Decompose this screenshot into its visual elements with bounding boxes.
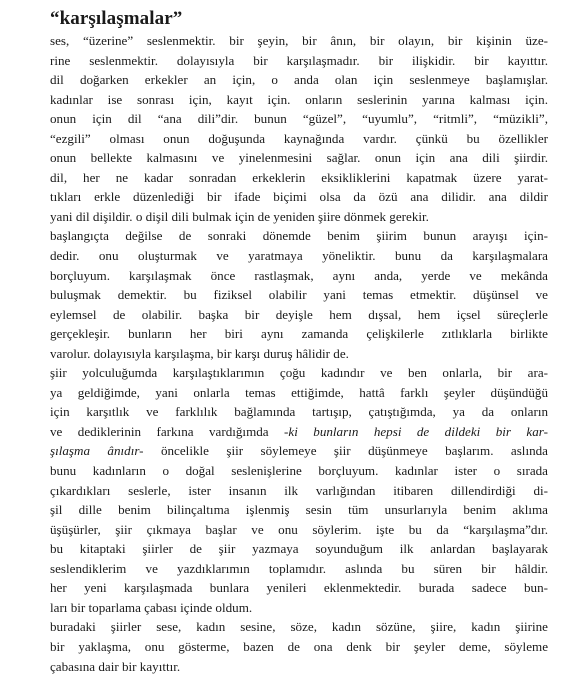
text-span: başlangıçta değilse de sonraki dönemde benim şiirim bunun arayışı için-: [50, 228, 548, 243]
text-span: dedir. onu oluşturmak ve yaratmaya yöneliktir. bunu da karşılaşmalara: [50, 248, 548, 263]
text-span: bunu kadınların o doğal seslenişlerine borçluyum. kadınlar ister o sırada: [50, 463, 548, 478]
text-span: onun için dil “ana dili”dir. bunun “güzel”, “uyumlu”, “ritmli”, “müzikli”,: [50, 111, 548, 126]
text-line: [50, 461, 548, 481]
text-span: tıkları erkle düzenlediği bir ifade biçimi olsa da özü ana dilidir. ana dildir: [50, 189, 548, 204]
text-line: [50, 578, 548, 598]
text-line: [50, 207, 548, 227]
text-span: varolur. dolayısıyla karşılaşma, bir karşı duruş hâlidir de.: [50, 346, 349, 361]
text-line: [50, 226, 548, 246]
text-line: [50, 90, 548, 110]
text-line: [50, 422, 548, 442]
body-text: [50, 31, 548, 676]
text-line: [50, 109, 548, 129]
text-span: yani dil dişildir. o dişil dili bulmak için de yeniden şiire dönmek gerekir.: [50, 209, 429, 224]
text-span: bir yaklaşma, onu gösterme, bazen de ona denk bir şeyler deme, söyleme: [50, 639, 548, 654]
text-line: [50, 383, 548, 403]
text-span: buradaki şiirler sese, kadın sesine, söze, kadın sözüne, şiire, kadın şiirine: [50, 619, 548, 634]
text-line: [50, 402, 548, 422]
text-span: onun bellekte kalmasını ve yinelenmesini sağlar. onun için ana dili şiirdir.: [50, 150, 548, 165]
text-line: [50, 500, 548, 520]
text-line: [50, 441, 548, 461]
text-span: dil doğarken erkekler an için, o anda olan için seslenmeye başlamışlar.: [50, 72, 548, 87]
text-span: her yeni karşılaşmada bunlara yenileri eklenmektedir. burada sadece bun-: [50, 580, 548, 595]
text-line: [50, 481, 548, 501]
text-line: [50, 129, 548, 149]
text-line: [50, 617, 548, 637]
text-line: [50, 148, 548, 168]
text-span: için karşıtlık ve farklılık bağlamında tartışıp, çatıştığımda, ya da onların: [50, 404, 548, 419]
text-span: ses, “üzerine” seslenmektir. bir şeyin, bir ânın, bir olayın, bir kişinin üze-: [50, 33, 548, 48]
text-span: gerçekleşir. bunların her biri aynı zamanda çelişkilerle zıtlıklarla birlikte: [50, 326, 548, 341]
text-line: [50, 657, 548, 676]
text-line: [50, 51, 548, 71]
text-span: şil dille benim bilinçaltıma işlenmiş sesin tüm unsurlarıyla benim aklıma: [50, 502, 548, 517]
text-line: [50, 344, 548, 364]
text-span: şiir yolculuğumda karşılaştıklarımın çoğu kadındır ve ben onlarla, bir ara-: [50, 365, 548, 380]
text-line: [50, 559, 548, 579]
text-span: dil, her ne kadar sonradan erkeklerin eksikliklerini kapatmak üzere yarat-: [50, 170, 548, 185]
text-span: “ezgili” olması onun doğuşunda kaynağında vardır. çünkü bu özellikler: [50, 131, 548, 146]
text-line: [50, 324, 548, 344]
italic-span: -ki bunların hepsi de dildeki bir kar-: [284, 424, 548, 439]
text-span: üşüşürler, şiir çıkmaya başlar ve onu söylerim. işte bu da “karşılaşma”dır.: [50, 522, 548, 537]
text-line: [50, 70, 548, 90]
text-span: ve dediklerinin farkına vardığımda: [50, 424, 284, 439]
document-page: [50, 8, 548, 676]
text-span: borçluyum. karşılaşmak önce rastlaşmak, aynı anda, yerde ve mekânda: [50, 268, 548, 283]
text-line: [50, 285, 548, 305]
text-line: [50, 168, 548, 188]
italic-span: şılaşma ânıdır-: [50, 443, 144, 458]
text-span: seslendiklerim ve yazdıklarımın toplamıdır. aslında bu süren bir hâldir.: [50, 561, 548, 576]
text-line: [50, 598, 548, 618]
text-span: çabasına dair bir kayıttır.: [50, 659, 180, 674]
text-line: [50, 31, 548, 51]
text-line: [50, 637, 548, 657]
text-span: kadınlar ise sonrası için, kayıt için. onların seslerinin yarına kalması için.: [50, 92, 548, 107]
text-span: çıkardıkları seslerle, ister insanın ilk varlığından itibaren dillendirdiği di-: [50, 483, 548, 498]
text-line: [50, 363, 548, 383]
text-line: [50, 246, 548, 266]
text-span: ya geldiğimde, yani onlarla temas ettiğimde, hattâ farklı şeyler düşündüğü: [50, 385, 548, 400]
text-span: ları bir toparlama çabası içinde oldum.: [50, 600, 252, 615]
text-span: eylemsel de olabilir. başka bir deyişle hem dışsal, hem içsel süreçlerle: [50, 307, 548, 322]
text-line: [50, 520, 548, 540]
text-span: rine seslenmektir. dolayısıyla bir karşılaşmadır. bir ilişkidir. bir kayıttır.: [50, 53, 548, 68]
text-line: [50, 539, 548, 559]
text-span: bu kitaptaki şiirler de şiir yazmaya soyunduğum ilk anlardan başlayarak: [50, 541, 548, 556]
text-line: [50, 187, 548, 207]
text-span: öncelikle şiir söylemeye şiir düşünmeye başlarım. aslında: [144, 443, 548, 458]
text-span: buluşmak demektir. bu fiziksel olabilir yani temas etmektir. düşünsel ve: [50, 287, 548, 302]
text-line: [50, 305, 548, 325]
text-line: [50, 266, 548, 286]
page-title: “karşılaşmalar”: [50, 8, 548, 30]
